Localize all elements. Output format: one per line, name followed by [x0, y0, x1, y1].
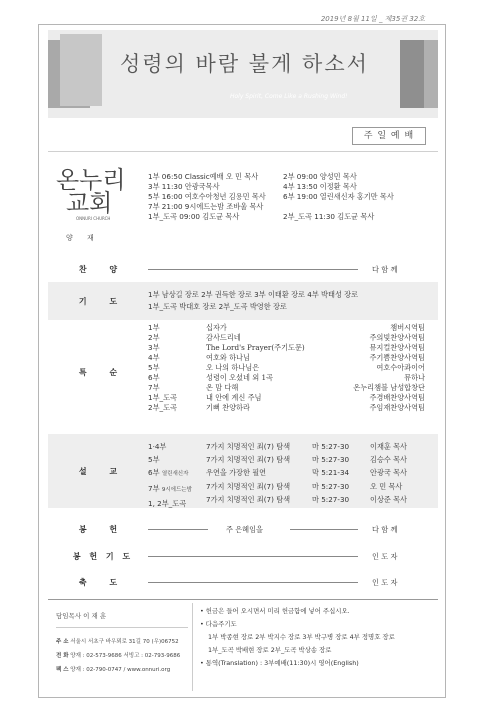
special-service: 2부_도곡	[148, 403, 177, 412]
sermon-service	[148, 482, 192, 497]
special-song: 십자가	[206, 323, 227, 332]
sermon-pastor: 이재훈 목사	[370, 442, 408, 451]
special-group: 주임재찬양사역팀	[369, 403, 425, 412]
special-group: 여호수아콰이어	[376, 363, 425, 372]
fax-label: 팩 스	[56, 667, 69, 673]
special-service: 7부	[148, 383, 160, 392]
logo-english: ONNURI CHURCH	[76, 216, 111, 221]
sermon-service	[148, 453, 192, 466]
schedule-item: 2부 09:00 양성민 목사	[283, 172, 357, 181]
offering-hymn: 주 은혜임을	[226, 525, 264, 534]
divider	[48, 151, 438, 152]
banner-subtitle: Holy Spirit, Come Like a Rushing Wind!	[230, 93, 348, 100]
special-song: 내 안에 계신 주님	[206, 393, 262, 402]
offering-line	[148, 529, 208, 530]
sermon-service	[148, 466, 192, 481]
schedule-item: 4부 13:50 이정환 목사	[283, 182, 357, 191]
prayer-label: 기 도	[78, 297, 128, 306]
announcements	[200, 605, 395, 670]
special-service: 4부	[148, 353, 160, 362]
offering-prayer-line	[148, 556, 358, 557]
church-logo	[56, 168, 126, 243]
sermon-reference: 마 5:27-30	[312, 494, 350, 504]
sermon-title: 7가지 치명적인 죄(7) 탐색	[206, 481, 291, 491]
special-service: 6부	[148, 373, 160, 382]
logo-text: 온누리	[56, 166, 126, 194]
announcement: • 통역(Translation) : 3부예배(11:30)시 영어(English)	[200, 659, 359, 667]
announcement: • 다음주기도	[200, 620, 237, 628]
sermon-pastor: 안광국 목사	[370, 468, 408, 478]
service-name: 1·4부	[148, 442, 167, 451]
special-song: 오 나의 하나님은	[206, 363, 260, 372]
special-group: 챔버시역팀	[390, 323, 425, 332]
announcement: 1부 박종현 장로 2부 박지수 장로 3부 박구병 장로 4부 정명호 장로	[208, 633, 395, 641]
sermon-pastors	[370, 440, 407, 506]
prayer-line: 1부_도곡 박대호 장로 2부_도곡 박영한 장로	[148, 302, 287, 311]
sermon-pastor: 이상준 목사	[370, 494, 408, 504]
special-group: 뮤지컬찬양사역팀	[369, 343, 425, 352]
special-song: 기뻐 찬양하라	[206, 403, 250, 412]
sermon-service	[148, 497, 192, 510]
sermon-title: 7가지 치명적인 죄(7) 탐색	[206, 455, 291, 465]
banner-title: 성령의 바람 불게 하소서	[120, 52, 369, 76]
fax-value: 양재 : 02-790-0747 / www.onnuri.org	[70, 667, 171, 673]
special-group: 온누리챔블 남성합창단	[353, 383, 425, 392]
campus-name: 양 재	[66, 234, 100, 242]
offering-prayer-performer: 인 도 자	[372, 552, 398, 561]
footer-divider	[48, 599, 438, 600]
sermon-title: 7가지 치명적인 죄(7) 탐색	[206, 494, 291, 504]
benediction-line	[148, 582, 358, 583]
footer-rule	[56, 627, 188, 628]
special-service: 2부	[148, 333, 160, 342]
special-service: 1부_도곡	[148, 393, 177, 402]
sermon-services	[148, 440, 192, 510]
sermon-titles	[206, 440, 290, 506]
phone-label: 전 화	[56, 653, 69, 659]
service-label: 주 일 예 배	[352, 127, 426, 145]
special-services	[148, 323, 177, 413]
special-groups	[353, 323, 425, 413]
schedule-item: 1부 06:50 Classic예배 오 민 목사	[148, 172, 259, 181]
address-label: 주 소	[56, 639, 69, 645]
offering-performer: 다 함 께	[372, 525, 398, 534]
schedule-item	[283, 202, 394, 212]
banner-decoration	[424, 40, 438, 108]
special-service: 1부	[148, 323, 160, 332]
schedule-item: 6부 19:00 열린새신자 홍기만 목사	[283, 192, 394, 201]
service-name: 6부	[148, 468, 160, 478]
prayer-line: 1부 남상길 장로 2부 권득한 장로 3부 이태환 장로 4부 박태성 장로	[148, 290, 359, 299]
sermon-pastor: 오 민 목사	[370, 481, 403, 491]
sermon-service	[148, 440, 192, 453]
schedule-right	[283, 172, 394, 222]
fax-row	[56, 665, 170, 673]
address-row	[56, 637, 179, 645]
sermon-label: 설 교	[78, 467, 128, 476]
address-value: 서울시 서초구 바우뫼로 31길 70 (우)06752	[70, 639, 179, 645]
sermon-refs	[312, 440, 349, 506]
offering-label: 봉 헌	[78, 525, 128, 534]
phone-value: 양재 : 02-573-9686 서빙고 : 02-793-9686	[70, 653, 181, 659]
announcement: • 헌금은 들어 오시면서 미리 헌금함에 넣어 주십시오.	[200, 607, 350, 615]
issue-date: 2019년 8월 11일 _ 제35권 32호	[320, 15, 425, 23]
special-song: 성령이 오셨네 외 1곡	[206, 373, 273, 382]
special-song: 감사드리네	[206, 333, 241, 342]
praise-line	[148, 269, 358, 270]
sermon-reference: 마 5:27-30	[312, 442, 350, 451]
senior-pastor: 담임목사 이 재 훈	[56, 612, 107, 620]
special-service: 5부	[148, 363, 160, 372]
service-name: 1, 2부_도곡	[148, 498, 187, 508]
praise-performer: 다 함 께	[372, 265, 398, 274]
schedule-item: 1부_도곡 09:00 김도균 목사	[148, 212, 240, 221]
schedule-left	[148, 172, 266, 222]
special-group: 뮤하나	[404, 373, 425, 382]
special-song: 온 맘 다해	[206, 383, 239, 392]
sermon-title: 7가지 치명적인 죄(7) 탐색	[206, 442, 291, 451]
sermon-reference: 마 5:27-30	[312, 481, 350, 491]
service-name: 5부	[148, 455, 160, 465]
schedule-item: 3부 11:30 안광국목사	[148, 182, 220, 191]
special-group: 주기쁨찬양사역팀	[369, 353, 425, 362]
offering-prayer-label: 봉 헌 기 도	[72, 552, 134, 561]
schedule-item: 2부_도곡 11:30 김도균 목사	[283, 212, 375, 221]
announcement: 1부_도곡 박배현 장로 2부_도곡 박상송 장로	[208, 646, 332, 654]
special-song: 여호와 하나님	[206, 353, 250, 362]
service-note: 열린새신자	[161, 471, 189, 478]
special-songs	[206, 323, 305, 413]
banner-decoration	[60, 34, 102, 106]
special-group: 주경배찬양사역팀	[369, 393, 425, 402]
phone-row	[56, 651, 180, 659]
sermon-pastor: 김승수 목사	[370, 455, 408, 465]
special-song: The Lord's Prayer(주기도문)	[206, 343, 305, 352]
special-service: 3부	[148, 343, 160, 352]
schedule-item: 5부 16:00 여호수아청년 김용민 목사	[148, 192, 266, 201]
sermon-reference: 마 5:27-30	[312, 455, 350, 465]
sermon-title: 우연을 가장한 필연	[206, 468, 267, 478]
sermon-reference: 막 5:21-34	[312, 468, 350, 478]
benediction-performer: 인 도 자	[372, 578, 398, 587]
special-group: 주의빛찬양사역팀	[369, 333, 425, 342]
offering-line	[290, 529, 358, 530]
logo-text: 교회	[66, 189, 113, 217]
footer-column-divider	[192, 603, 193, 691]
schedule-item: 7부 21:00 9시에드는밤 조바울 목사	[148, 202, 264, 211]
service-name: 7부	[148, 483, 160, 493]
special-label: 특 순	[78, 368, 128, 377]
praise-label: 찬 양	[78, 265, 128, 274]
benediction-label: 축 도	[78, 578, 128, 587]
service-note: 9시에드는밤	[161, 486, 192, 493]
